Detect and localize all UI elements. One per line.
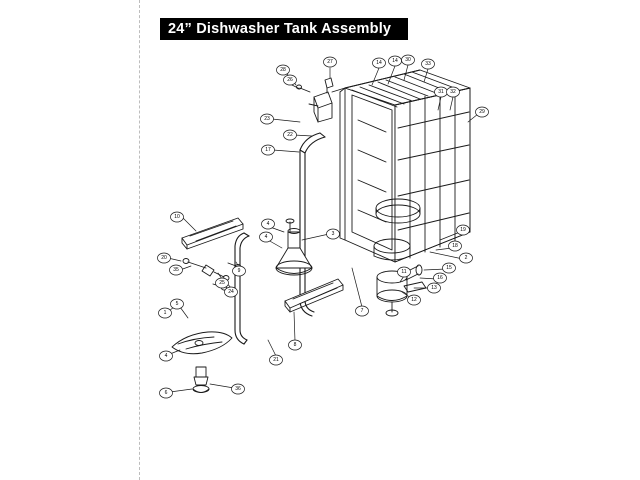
callout-label: 21 (273, 357, 279, 363)
callout-label: 9 (237, 268, 241, 274)
callout-label: 3 (331, 231, 335, 237)
callout-balloon (457, 225, 470, 235)
lower-rack-rail (285, 279, 343, 312)
callout-balloon (260, 232, 273, 242)
callout-balloon (428, 283, 441, 293)
callout-label: 7 (360, 308, 364, 314)
callout-balloon (170, 265, 183, 275)
callout-balloon (262, 219, 275, 229)
callout-label: 2 (464, 255, 468, 261)
callout-label: 23 (264, 116, 270, 122)
callout-balloon (158, 253, 171, 263)
callout-balloon (434, 273, 447, 283)
callout-label: 4 (164, 353, 168, 359)
callout-label: 5 (175, 301, 179, 307)
callout-balloon (324, 57, 337, 67)
callout-balloon (233, 266, 246, 276)
callout-label: 13 (431, 285, 437, 291)
callout-label: 6 (164, 390, 168, 396)
callout-balloon (171, 212, 184, 222)
callout-balloon (289, 340, 302, 350)
callout-label: 14 (392, 58, 398, 64)
lower-spray-arm (172, 332, 232, 354)
callout-label: 35 (173, 267, 179, 273)
callout-label: 4 (264, 234, 268, 240)
callout-balloon (460, 253, 473, 263)
fastener-cluster (183, 259, 241, 291)
callout-balloon (261, 114, 274, 124)
callout-label: 32 (450, 89, 456, 95)
callout-balloon (171, 299, 184, 309)
latch-and-hinge-parts (297, 78, 346, 122)
callout-label: 15 (446, 265, 452, 271)
callout-balloon (435, 87, 448, 97)
callout-label: 20 (161, 255, 167, 261)
callout-label: 36 (235, 386, 241, 392)
callout-balloon (402, 55, 415, 65)
callout-label: 10 (174, 214, 180, 220)
callout-label: 14 (376, 60, 382, 66)
callout-balloon (284, 130, 297, 140)
callout-label: 31 (438, 89, 444, 95)
callout-balloon (277, 65, 290, 75)
callout-label: 25 (219, 280, 225, 286)
callout-balloon (327, 229, 340, 239)
callout-label: 24 (228, 289, 234, 295)
callout-label: 1 (163, 310, 167, 316)
spray-arm-hub (193, 367, 209, 393)
callout-balloon (408, 295, 421, 305)
callout-balloon (262, 145, 275, 155)
callout-label: 4 (266, 221, 270, 227)
callout-balloon (160, 351, 173, 361)
callout-label: 30 (405, 57, 411, 63)
callout-label: 18 (452, 243, 458, 249)
callout-label: 12 (411, 297, 417, 303)
tub-body (340, 70, 470, 262)
callout-label: 8 (293, 342, 297, 348)
callout-balloon (373, 58, 386, 68)
callout-label: 17 (265, 147, 271, 153)
callout-balloon (284, 75, 297, 85)
callout-balloon (389, 56, 402, 66)
callout-label: 11 (401, 269, 407, 275)
callout-balloon (159, 308, 172, 318)
callout-label: 27 (327, 59, 333, 65)
page-title: 24” Dishwasher Tank Assembly (168, 21, 392, 37)
callout-label: 28 (280, 67, 286, 73)
callout-balloon (270, 355, 283, 365)
callout-balloon (398, 267, 411, 277)
callout-balloon (232, 384, 245, 394)
callout-label: 29 (479, 109, 485, 115)
callout-balloon (225, 287, 238, 297)
callout-balloon (449, 241, 462, 251)
callout-balloon (160, 388, 173, 398)
left-gasket-run (235, 233, 249, 344)
upper-spray-arm-rail (182, 218, 243, 249)
callout-label: 26 (287, 77, 293, 83)
callout-label: 16 (437, 275, 443, 281)
callout-balloon (216, 278, 229, 288)
callout-balloon (422, 59, 435, 69)
callout-label: 33 (425, 61, 431, 67)
callout-balloon (443, 263, 456, 273)
callout-balloon (447, 87, 460, 97)
callout-balloon (356, 306, 369, 316)
callout-label: 19 (460, 227, 466, 233)
callout-label: 22 (287, 132, 293, 138)
callout-balloon (476, 107, 489, 117)
wash-tower-assembly (276, 219, 312, 275)
